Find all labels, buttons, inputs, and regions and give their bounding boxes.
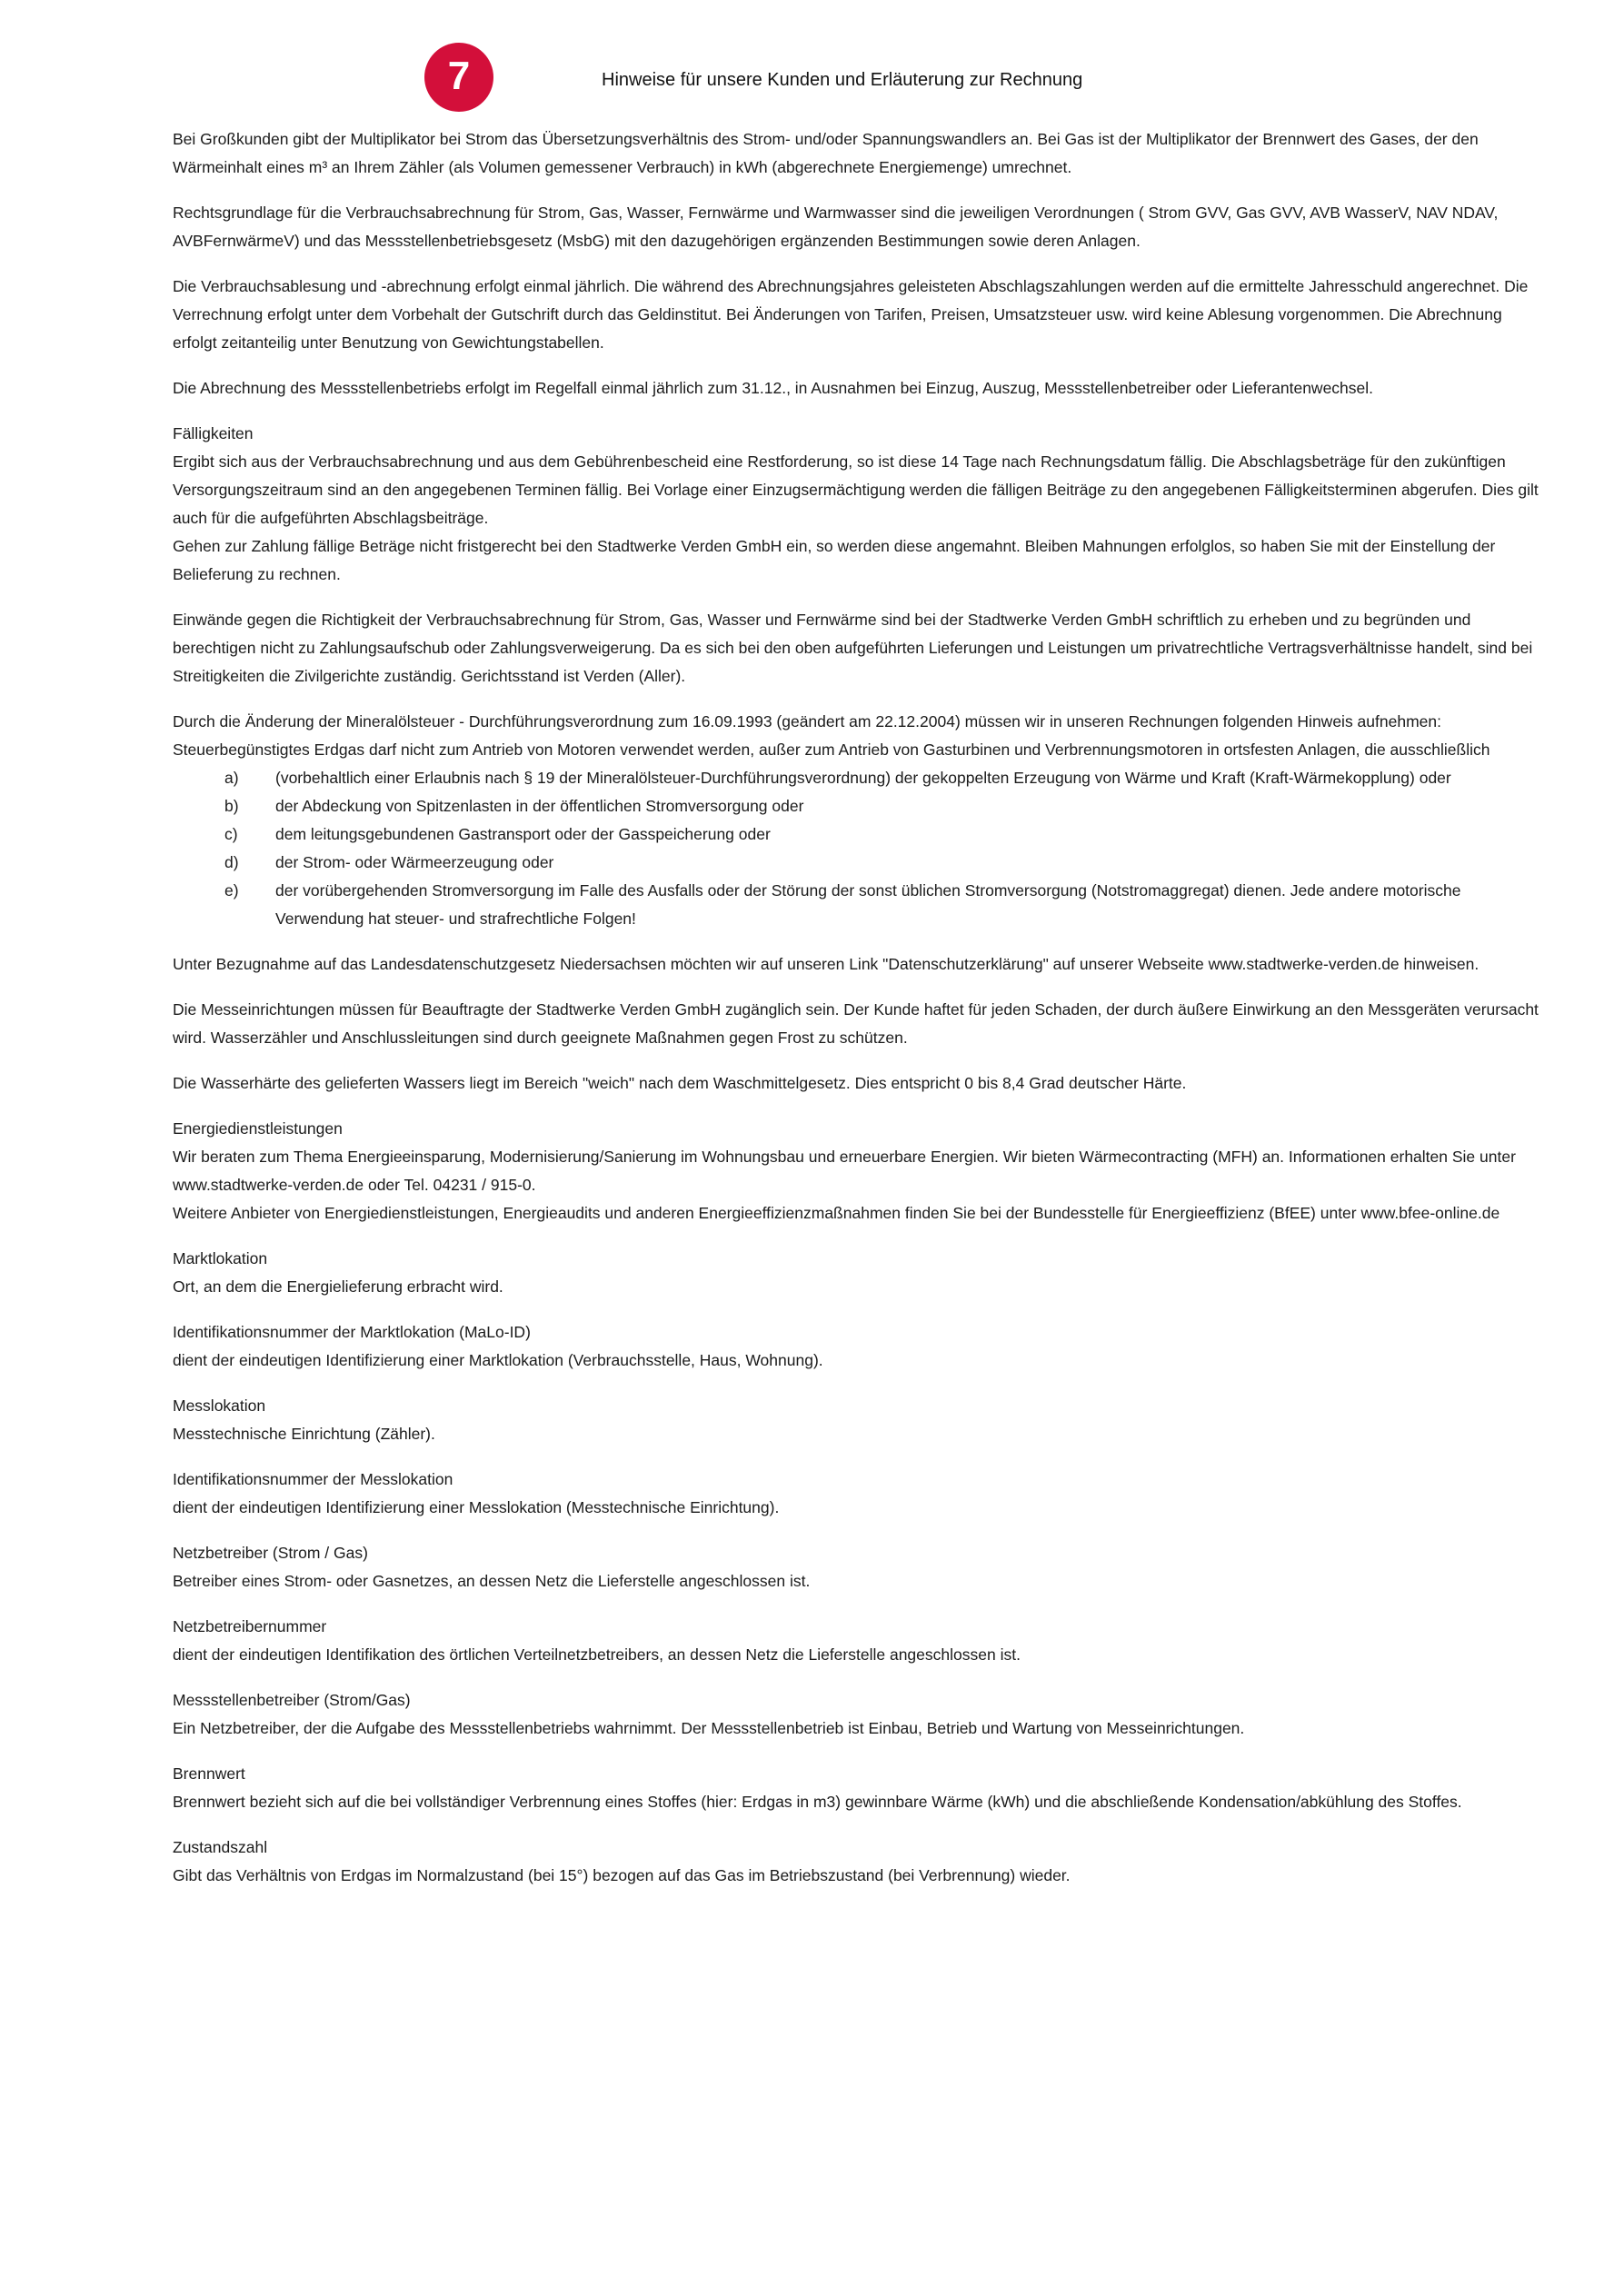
glossary-definition: dient der eindeutigen Identifikation des örtlichen Verteilnetzbetreibers, an dessen Netz die Lieferstelle angeschlossen ist.: [173, 1645, 1021, 1664]
list-item-text: dem leitungsgebundenen Gastransport oder der Gasspeicherung oder: [275, 825, 771, 843]
list-item-text: der vorübergehenden Stromversorgung im Falle des Ausfalls oder der Störung der sonst üblichen Stromversorgung (Notstromaggregat) dienen. Jede andere motorische Verwendung hat steuer- und strafrechtliche Folgen!: [275, 881, 1461, 928]
mineraloelsteuer-hinweis: Steuerbegünstigtes Erdgas darf nicht zum Antrieb von Motoren verwendet werden, außer zum Antrieb von Gasturbinen und Verbrennungsmotoren in ortsfesten Anlagen, die ausschließlich: [173, 740, 1490, 759]
list-marker: e): [224, 881, 239, 900]
glossary-entry-zustandszahl: [173, 1834, 1547, 1890]
energiedienstleistungen-heading: Energiedienstleistungen: [173, 1119, 343, 1138]
glossary-definition: Gibt das Verhältnis von Erdgas im Normalzustand (bei 15°) bezogen auf das Gas im Betriebszustand (bei Verbrennung) wieder.: [173, 1866, 1071, 1884]
faelligkeiten-heading: Fälligkeiten: [173, 424, 254, 442]
list-item-text: (vorbehaltlich einer Erlaubnis nach § 19 der Mineralölsteuer-Durchführungsverordnung) der gekoppelten Erzeugung von Wärme und Kraft (Kraft-Wärmekopplung) oder: [275, 769, 1451, 787]
section-energiedienstleistungen: [173, 1115, 1547, 1228]
glossary-entry-messlokation: [173, 1392, 1547, 1448]
glossary-entry-messstellenbetreiber: [173, 1686, 1547, 1743]
para-rechtsgrundlage: Rechtsgrundlage für die Verbrauchsabrechnung für Strom, Gas, Wasser, Fernwärme und Warmwasser sind die jeweiligen Verordnungen ( Strom GVV, Gas GVV, AVB WasserV, NAV NDAV, AVBFernwärmeV) und das Messstellenbetriebsgesetz (MsbG) mit den dazugehörigen ergänzenden Bestimmungen sowie deren Anlagen.: [173, 204, 1499, 250]
list-item-a: [224, 764, 1547, 792]
section-number: 7: [447, 54, 471, 98]
para-verbrauchsablesung: Die Verbrauchsablesung und -abrechnung erfolgt einmal jährlich. Die während des Abrechnungsjahres geleisteten Abschlagszahlungen werden auf die ermittelte Jahresschuld angerechnet. Die Verrechnung erfolgt unter dem Vorbehalt der Gutschrift durch das Geldinstitut. Bei Änderungen von Tarifen, Preisen, Umsatzsteuer usw. wird keine Ablesung vorgenommen. Die Abrechnung erfolgt zeitanteilig unter Benutzung von Gewichtungstabellen.: [173, 277, 1529, 352]
para-messeinrichtungen: Die Messeinrichtungen müssen für Beauftragte der Stadtwerke Verden GmbH zugänglich sein. Der Kunde haftet für jeden Schaden, der durch äußere Einwirkung an den Messgeräten verursacht wird. Wasserzähler und Anschlussleitungen sind durch geeignete Maßnahmen gegen Frost zu schützen.: [173, 1000, 1539, 1047]
mineraloelsteuer-intro: Durch die Änderung der Mineralölsteuer - Durchführungsverordnung zum 16.09.1993 (geändert am 22.12.2004) müssen wir in unseren Rechnungen folgenden Hinweis aufnehmen:: [173, 712, 1441, 731]
glossary-term: Brennwert: [173, 1764, 245, 1783]
para-wasserhaerte: Die Wasserhärte des gelieferten Wassers liegt im Bereich "weich" nach dem Waschmittelgesetz. Dies entspricht 0 bis 8,4 Grad deutscher Härte.: [173, 1074, 1187, 1092]
glossary-entry-brennwert: [173, 1760, 1547, 1816]
glossary-term: Zustandszahl: [173, 1838, 268, 1856]
list-item-text: der Strom- oder Wärmeerzeugung oder: [275, 853, 554, 871]
list-item-d: [224, 849, 1547, 877]
para-messstellenbetrieb-abrechnung: Die Abrechnung des Messstellenbetriebs erfolgt im Regelfall einmal jährlich zum 31.12., in Ausnahmen bei Einzug, Auszug, Messstellenbetreiber oder Lieferantenwechsel.: [173, 379, 1374, 397]
list-marker: b): [224, 797, 239, 815]
glossary-definition: Brennwert bezieht sich auf die bei vollständiger Verbrennung eines Stoffes (hier: Erdgas in m3) gewinnbare Wärme (kWh) und die abschließende Kondensation/abkühlung des Stoffes.: [173, 1793, 1462, 1811]
glossary-term: Messlokation: [173, 1396, 266, 1415]
faelligkeiten-text-1: Ergibt sich aus der Verbrauchsabrechnung und aus dem Gebührenbescheid eine Restforderung, so ist diese 14 Tage nach Rechnungsdatum fällig. Die Abschlagsbeträge für den zukünftigen Versorgungszeitraum sind an den angegebenen Terminen fällig. Bei Vorlage einer Einzugsermächtigung werden die fälligen Beiträge zu den angegebenen Fälligkeitsterminen abgerufen. Dies gilt auch für die aufgeführten Abschlagsbeiträge.: [173, 452, 1539, 527]
glossary-term: Marktlokation: [173, 1249, 268, 1267]
list-item-e: [224, 877, 1547, 933]
glossary-entry-malo-id: [173, 1318, 1547, 1375]
glossary-entry-melo-id: [173, 1466, 1547, 1522]
glossary-term: Messstellenbetreiber (Strom/Gas): [173, 1691, 411, 1709]
section-number-badge: [424, 43, 493, 112]
page-header: [0, 0, 1624, 125]
energiedienstleistungen-text-1: Wir beraten zum Thema Energieeinsparung, Modernisierung/Sanierung im Wohnungsbau und erneuerbare Energien. Wir bieten Wärmecontracting (MFH) an. Informationen erhalten Sie unter www.stadtwerke-verden.de oder Tel. 04231 / 915-0.: [173, 1148, 1516, 1194]
para-multiplikator: Bei Großkunden gibt der Multiplikator bei Strom das Übersetzungsverhältnis des Strom- und/oder Spannungswandlers an. Bei Gas ist der Multiplikator der Brennwert des Gases, der den Wärmeinhalt eines m³ an Ihrem Zähler (als Volumen gemessener Verbrauch) in kWh (abgerechnete Energiemenge) umrechnet.: [173, 130, 1479, 176]
glossary-definition: dient der eindeutigen Identifizierung einer Messlokation (Messtechnische Einrichtung).: [173, 1498, 780, 1516]
glossary-entry-netzbetreiber: [173, 1539, 1547, 1595]
faelligkeiten-text-2: Gehen zur Zahlung fällige Beträge nicht fristgerecht bei den Stadtwerke Verden GmbH ein, so werden diese angemahnt. Bleiben Mahnungen erfolglos, so haben Sie mit der Einstellung der Belieferung zu rechnen.: [173, 537, 1496, 583]
energiedienstleistungen-text-2: Weitere Anbieter von Energiedienstleistungen, Energieaudits und anderen Energieeffizienzmaßnahmen finden Sie bei der Bundesstelle für Energieeffizienz (BfEE) unter www.bfee-online.de: [173, 1204, 1500, 1222]
glossary-term: Identifikationsnummer der Marktlokation (MaLo-ID): [173, 1323, 531, 1341]
section-faelligkeiten: [173, 420, 1547, 589]
list-item-c: [224, 820, 1547, 849]
list-marker: c): [224, 825, 238, 843]
glossary-term: Netzbetreibernummer: [173, 1617, 327, 1635]
glossary-definition: dient der eindeutigen Identifizierung einer Marktlokation (Verbrauchsstelle, Haus, Wohnung).: [173, 1351, 823, 1369]
list-item-text: der Abdeckung von Spitzenlasten in der öffentlichen Stromversorgung oder: [275, 797, 804, 815]
glossary-definition: Ort, an dem die Energielieferung erbracht wird.: [173, 1277, 503, 1296]
glossary-entry-marktlokation: [173, 1245, 1547, 1301]
list-marker: d): [224, 853, 239, 871]
section-mineraloelsteuer: [173, 708, 1547, 933]
glossary-definition: Ein Netzbetreiber, der die Aufgabe des Messstellenbetriebs wahrnimmt. Der Messstellenbetrieb ist Einbau, Betrieb und Wartung von Messeinrichtungen.: [173, 1719, 1245, 1737]
glossary-term: Identifikationsnummer der Messlokation: [173, 1470, 453, 1488]
para-einwaende: Einwände gegen die Richtigkeit der Verbrauchsabrechnung für Strom, Gas, Wasser und Fernwärme sind bei der Stadtwerke Verden GmbH schriftlich zu erheben und zu begründen und berechtigen nicht zu Zahlungsaufschub oder Zahlungsverweigerung. Da es sich bei den oben aufgeführten Lieferungen und Leistungen um privatrechtliche Vertragsverhältnisse handelt, sind bei Streitigkeiten die Zivilgerichte zuständig. Gerichtsstand ist Verden (Aller).: [173, 611, 1533, 685]
list-item-b: [224, 792, 1547, 820]
glossary-definition: Betreiber eines Strom- oder Gasnetzes, an dessen Netz die Lieferstelle angeschlossen ist.: [173, 1572, 811, 1590]
glossary-term: Netzbetreiber (Strom / Gas): [173, 1544, 368, 1562]
glossary-definition: Messtechnische Einrichtung (Zähler).: [173, 1425, 435, 1443]
list-marker: a): [224, 769, 239, 787]
page-title: Hinweise für unsere Kunden und Erläuterung zur Rechnung: [602, 70, 1083, 90]
document-body: [0, 125, 1624, 1962]
para-datenschutz: Unter Bezugnahme auf das Landesdatenschutzgesetz Niedersachsen möchten wir auf unseren Link "Datenschutzerklärung" auf unserer Webseite www.stadtwerke-verden.de hinweisen.: [173, 955, 1480, 973]
glossary-entry-netzbetreibernummer: [173, 1613, 1547, 1669]
mineraloelsteuer-list: [173, 764, 1547, 933]
